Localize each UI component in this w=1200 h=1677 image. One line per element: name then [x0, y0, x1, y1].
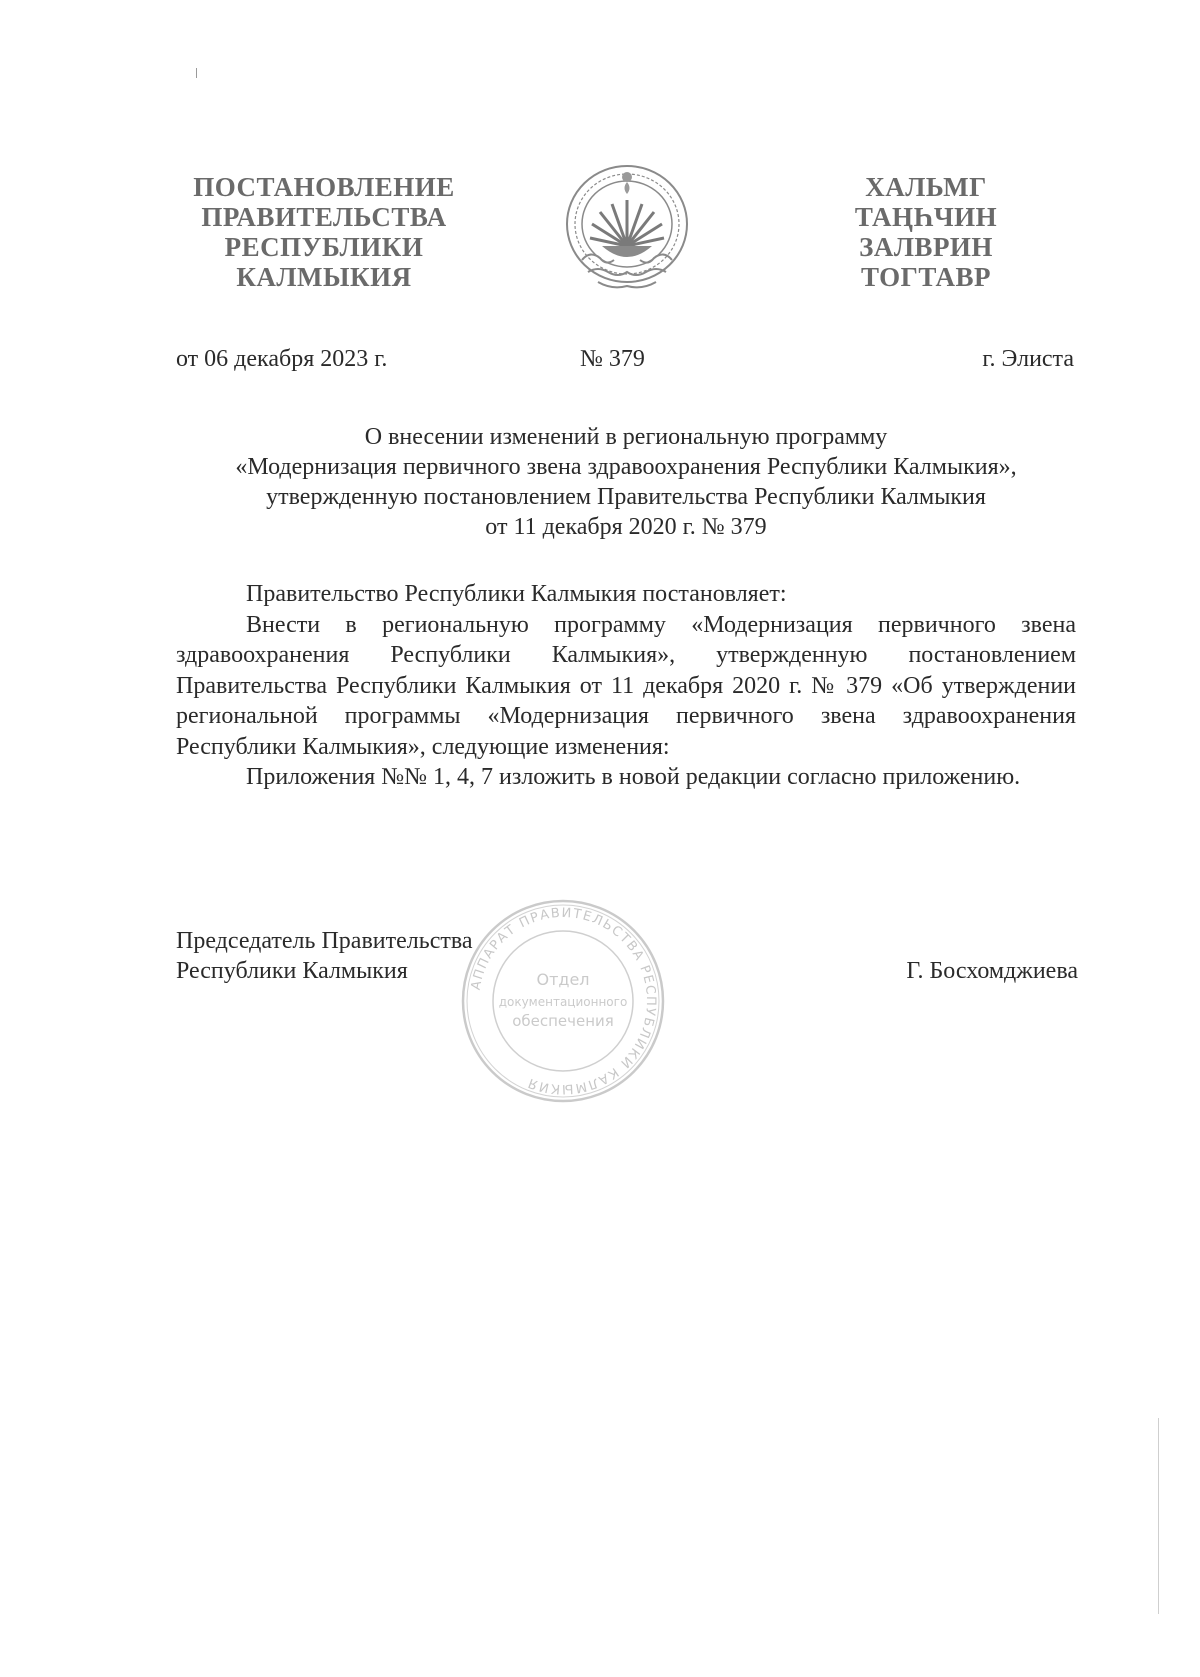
title-line: от 11 декабря 2020 г. № 379: [485, 514, 767, 540]
signatory-title-line: Республики Калмыкия: [176, 958, 408, 984]
signature-block: [176, 926, 1086, 986]
coat-of-arms-icon: [562, 160, 692, 294]
signatory-title-line: Председатель Правительства: [176, 928, 473, 954]
stamp-center-line: обеспечения: [512, 1012, 614, 1030]
document-city: г. Элиста: [982, 346, 1074, 372]
stamp-center-line: документационного: [498, 995, 628, 1009]
header-left-line: КАЛМЫКИЯ: [236, 262, 412, 292]
signatory-name: Г. Босхомджиева: [906, 958, 1078, 984]
document-date: от 06 декабря 2023 г.: [176, 346, 388, 372]
title-line: утвержденную постановлением Правительства Республики Калмыкия: [266, 484, 986, 510]
header-left-line: ПРАВИТЕЛЬСТВА: [201, 202, 447, 232]
scan-edge-artifact: [1158, 1418, 1159, 1614]
title-line: О внесении изменений в региональную программу: [364, 424, 888, 450]
header-right-title: [848, 172, 1004, 292]
header-left-line: РЕСПУБЛИКИ: [224, 232, 424, 262]
body-paragraph: Правительство Республики Калмыкия постановляет:: [246, 581, 787, 607]
document-number: № 379: [580, 346, 645, 372]
document-body: [176, 579, 1076, 793]
stamp-ring-text: АППАРАТ ПРАВИТЕЛЬСТВА РЕСПУБЛИКИ КАЛМЫКИЯ: [468, 905, 659, 1097]
stamp-center-line: Отдел: [536, 970, 590, 989]
header-right-line: ТАҢҺЧИН: [854, 202, 998, 232]
document-title: [176, 422, 1076, 542]
scan-artifact: [196, 68, 197, 78]
title-line: «Модернизация первичного звена здравоохранения Республики Калмыкия»,: [235, 454, 1017, 480]
header-left-title: [185, 172, 463, 292]
header-left-line: ПОСТАНОВЛЕНИЕ: [193, 172, 455, 202]
body-paragraph: Приложения №№ 1, 4, 7 изложить в новой редакции согласно приложению.: [246, 764, 1021, 790]
header-right-line: ЗАЛВРИН: [859, 232, 993, 262]
header-right-line: ХАЛЬМГ: [865, 172, 987, 202]
body-paragraph: Внести в региональную программу «Модернизация первичного звена здравоохранения Республики Калмыкия», утвержденную постановлением Правительства Республики Калмыкия от 11 декабря 2020 г. № 379 «Об утверждении региональной программы «Модернизация первичного звена здравоохранения Республики Калмыкия», следующие изменения:: [176, 611, 1076, 760]
header-right-line: ТОГТАВР: [861, 262, 991, 292]
